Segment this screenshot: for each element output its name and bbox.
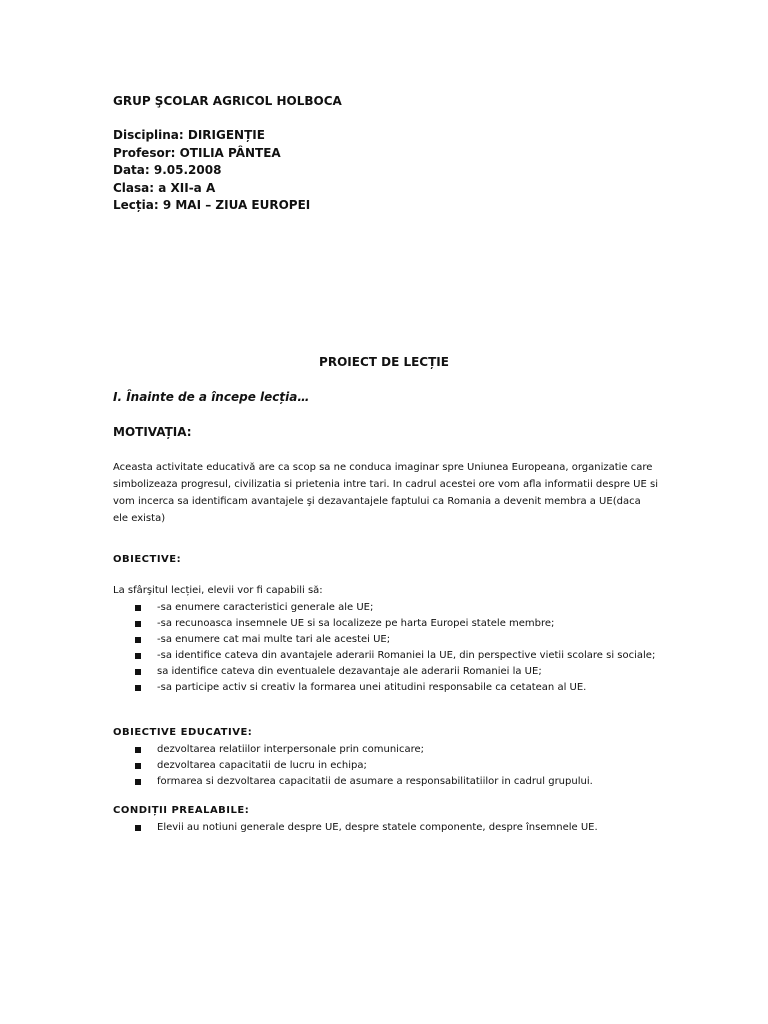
objectives-list xyxy=(133,600,673,696)
lesson-line: Lecția: 9 MAI – ZIUA EUROPEI xyxy=(113,198,311,212)
list-item: -sa participe activ si creativ la formarea unei atitudini responsabile ca cetatean al UE. xyxy=(133,680,673,696)
square-bullet-icon xyxy=(135,779,141,785)
square-bullet-icon xyxy=(135,653,141,659)
section-heading-before-lesson: I. Înainte de a începe lecția… xyxy=(113,390,310,404)
square-bullet-icon xyxy=(135,637,141,643)
list-item: -sa identifice cateva din avantajele aderarii Romaniei la UE, din perspective vietii scolare si sociale; xyxy=(133,648,673,664)
discipline-line: Disciplina: DIRIGENȚIE xyxy=(113,128,265,142)
class-line: Clasa: a XII-a A xyxy=(113,181,216,195)
square-bullet-icon xyxy=(135,747,141,753)
list-item: -sa enumere cat mai multe tari ale acestei UE; xyxy=(133,632,673,648)
square-bullet-icon xyxy=(135,621,141,627)
square-bullet-icon xyxy=(135,825,141,831)
motivation-paragraph: Aceasta activitate educativă are ca scop sa ne conduca imaginar spre Uniunea Europeana, organizatie care simbolizeaza progresul, civilizatia si prietenia intre tari. In cadrul acestei ore vom afla informatii despre UE si vom incerca sa identificam avantajele şi dezavantajele faptului ca Romania a devenit membra a UE(daca ele exista) xyxy=(113,462,658,524)
square-bullet-icon xyxy=(135,763,141,769)
educational-objectives-heading: OBIECTIVE EDUCATIVE: xyxy=(113,727,253,738)
list-item: sa identifice cateva din eventualele dezavantaje ale aderarii Romaniei la UE; xyxy=(133,664,673,680)
motivation-heading: MOTIVAȚIA: xyxy=(113,425,192,439)
objectives-intro: La sfârşitul lecției, elevii vor fi capabili să: xyxy=(113,585,323,596)
list-item: formarea si dezvoltarea capacitatii de asumare a responsabilitatiilor in cadrul grupului. xyxy=(133,774,673,790)
prerequisites-list xyxy=(133,820,673,836)
list-item: dezvoltarea capacitatii de lucru in echipa; xyxy=(133,758,673,774)
teacher-line: Profesor: OTILIA PÂNTEA xyxy=(113,146,281,160)
prerequisites-heading: CONDIȚII PREALABILE: xyxy=(113,805,250,816)
document-title: PROIECT DE LECȚIE xyxy=(319,355,449,369)
square-bullet-icon xyxy=(135,669,141,675)
square-bullet-icon xyxy=(135,685,141,691)
school-name: GRUP ŞCOLAR AGRICOL HOLBOCA xyxy=(113,94,342,108)
square-bullet-icon xyxy=(135,605,141,611)
list-item: -sa enumere caracteristici generale ale UE; xyxy=(133,600,673,616)
list-item: -sa recunoasca insemnele UE si sa localizeze pe harta Europei statele membre; xyxy=(133,616,673,632)
list-item: dezvoltarea relatiilor interpersonale prin comunicare; xyxy=(133,742,673,758)
objectives-heading: OBIECTIVE: xyxy=(113,554,182,565)
educational-objectives-list xyxy=(133,742,673,790)
date-line: Data: 9.05.2008 xyxy=(113,163,222,177)
list-item: Elevii au notiuni generale despre UE, despre statele componente, despre însemnele UE. xyxy=(133,820,673,836)
